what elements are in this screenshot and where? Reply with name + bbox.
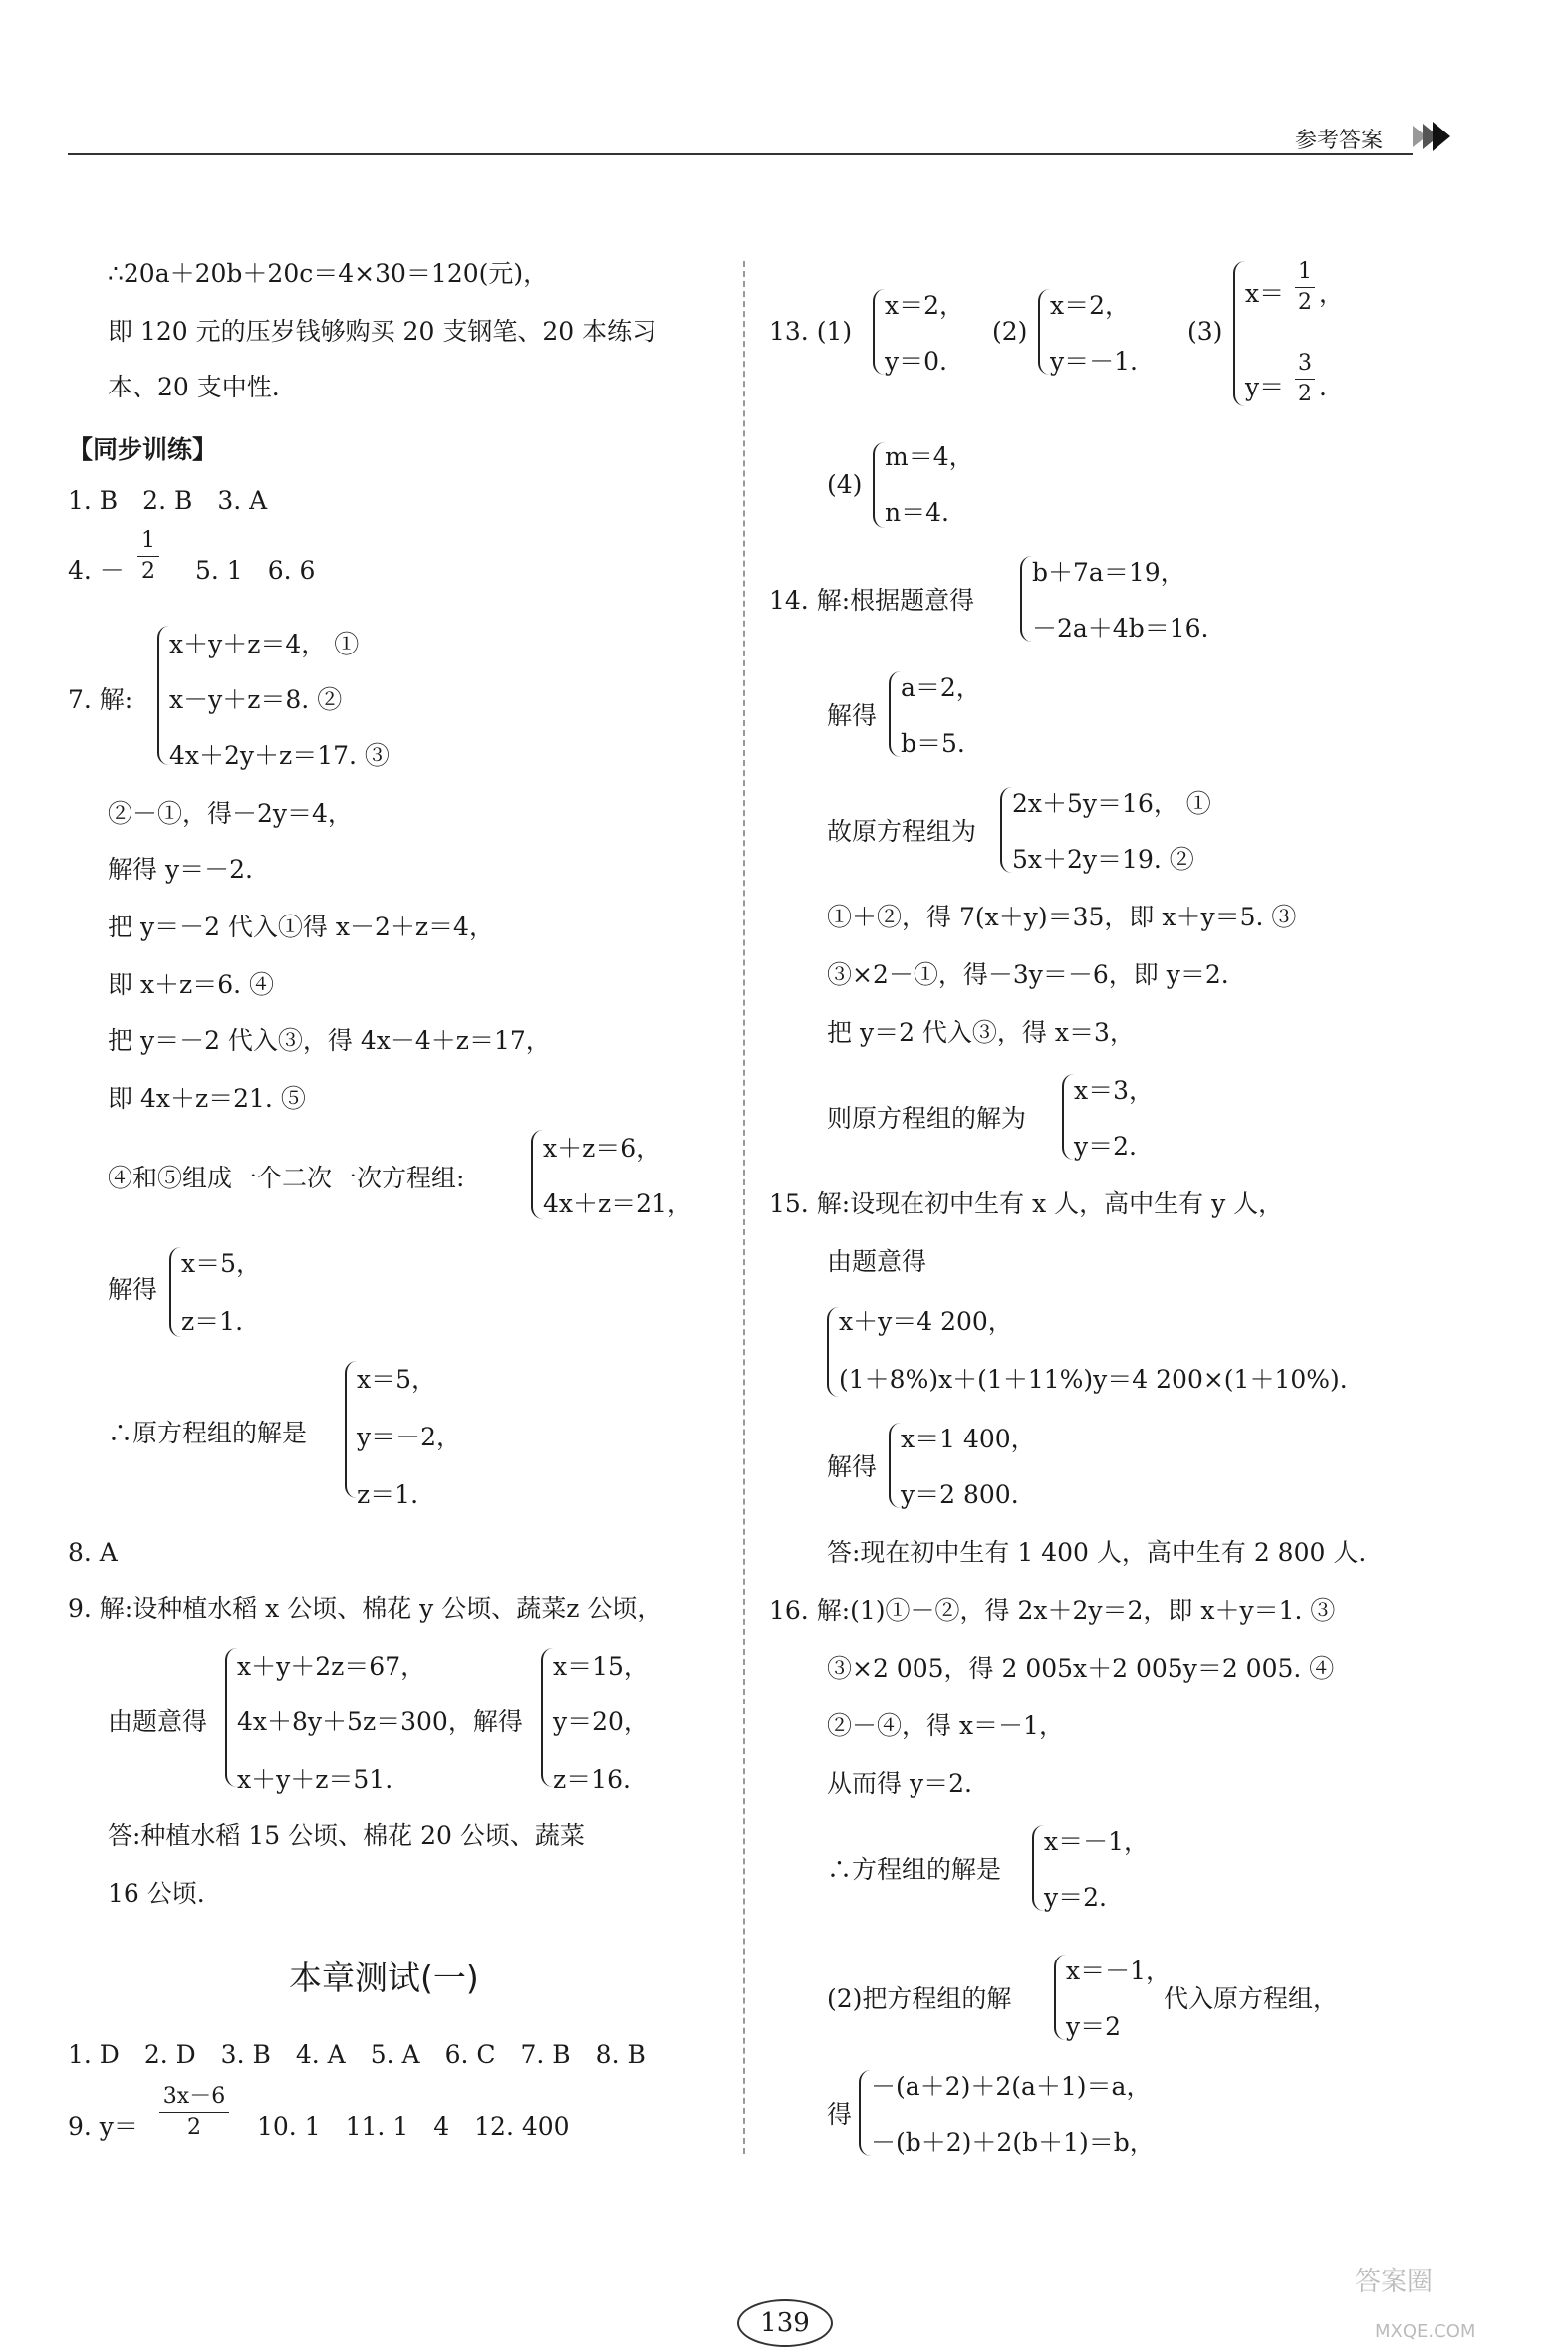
- fraction-denominator: 2: [141, 559, 155, 584]
- equation: x－y＋z＝8. ②: [169, 685, 343, 714]
- answer-line: 10. 1 11. 1 4 12. 400: [257, 2112, 570, 2141]
- brace: [889, 1423, 901, 1508]
- text-line: 答:现在初中生有 1 400 人，高中生有 2 800 人.: [827, 1538, 1367, 1567]
- question-label: 14. 解:根据题意得: [769, 586, 975, 615]
- equation: x＋y＋2z＝67，: [237, 1652, 426, 1681]
- equation: 2x＋5y＝16， ①: [1012, 789, 1211, 818]
- equation: y＝－2，: [357, 1423, 462, 1451]
- text-line: ∴20a＋20b＋20c＝4×30＝120(元)，: [108, 259, 549, 288]
- text-line: ②－①，得－2y＝4，: [108, 799, 353, 828]
- text-line: ∴方程组的解是: [827, 1855, 1002, 1884]
- equation: y＝2: [1066, 2012, 1122, 2041]
- brace: [541, 1648, 553, 1787]
- fraction-denominator: 2: [1298, 290, 1312, 315]
- answer-line: 5. 1 6. 6: [195, 556, 316, 585]
- text-line: 得: [827, 2100, 853, 2129]
- text-line: 9. 解:设种植水稻 x 公顷、棉花 y 公顷、蔬菜z 公顷，: [68, 1594, 662, 1623]
- section-heading: 【同步训练】: [68, 435, 218, 464]
- text-line: ③×2－①，得－3y＝－6，即 y＝2.: [827, 960, 1229, 989]
- brace: [1000, 787, 1012, 873]
- text-line: 从而得 y＝2.: [827, 1769, 972, 1798]
- equation: y＝－1.: [1050, 347, 1138, 376]
- equation: x＋y＋z＝4， ①: [169, 630, 360, 658]
- text-line: 即 4x＋z＝21. ⑤: [108, 1084, 306, 1113]
- equation: x＝5，: [357, 1365, 437, 1394]
- sub-label: (4): [827, 470, 863, 499]
- brace: [1032, 1825, 1044, 1911]
- sub-label: (2): [992, 317, 1028, 346]
- fraction-denominator: 2: [1298, 382, 1312, 406]
- equation: x＋y＝4 200，: [839, 1307, 1013, 1336]
- equation: x＋y＋z＝51.: [237, 1765, 393, 1794]
- equation: z＝16.: [553, 1765, 631, 1794]
- text-line: 把 y＝－2 代入③，得 4x－4＋z＝17，: [108, 1026, 551, 1055]
- answer-line: 1. D 2. D 3. B 4. A 5. A 6. C 7. B 8. B: [68, 2040, 646, 2069]
- text-line: 解得: [827, 701, 878, 730]
- text-line: ④和⑤组成一个二次一次方程组:: [108, 1164, 465, 1192]
- text-line: 故原方程组为: [827, 817, 977, 846]
- equation: b＝5.: [901, 729, 965, 758]
- header-title: 参考答案: [1295, 129, 1384, 153]
- text-line: 由题意得: [827, 1247, 927, 1276]
- equation: －2a＋4b＝16.: [1032, 614, 1209, 643]
- equation: －(b＋2)＋2(b＋1)＝b，: [871, 2128, 1155, 2157]
- text-line: 答:种植水稻 15 公顷、棉花 20 公顷、蔬菜: [108, 1821, 585, 1850]
- brace: [531, 1130, 543, 1219]
- text-line: 则原方程组的解为: [827, 1104, 1027, 1133]
- text-line: 即 x＋z＝6. ④: [108, 970, 275, 999]
- watermark-logo: 答案圈: [1355, 2267, 1434, 2297]
- equation: y＝2.: [1044, 1883, 1107, 1912]
- fraction: [1295, 261, 1315, 314]
- fraction-numerator: 1: [1298, 259, 1312, 284]
- header-rule: [68, 153, 1413, 155]
- text-line: 15. 解:设现在初中生有 x 人，高中生有 y 人，: [769, 1189, 1284, 1218]
- equation: z＝1.: [181, 1307, 244, 1336]
- equation: 4x＋z＝21，: [543, 1189, 692, 1218]
- answer-line: 9. y＝: [68, 2112, 138, 2141]
- brace: [225, 1648, 237, 1787]
- text-line: 16. 解:(1)①－②，得 2x＋2y＝2，即 x＋y＝1. ③: [769, 1596, 1336, 1625]
- fraction: [137, 530, 159, 583]
- equation: y＝: [1245, 373, 1285, 401]
- text-line: (2)把方程组的解: [827, 1984, 1012, 2013]
- equation: x＝2，: [1050, 291, 1131, 320]
- brace: [1233, 261, 1245, 406]
- brace: [1038, 289, 1050, 375]
- text-line: 解得: [108, 1275, 158, 1304]
- fraction: [1295, 353, 1315, 405]
- equation: x＝5，: [181, 1249, 262, 1278]
- equation: a＝2，: [901, 673, 981, 702]
- equation: x＝－1，: [1066, 1957, 1172, 1985]
- brace: [859, 2070, 871, 2156]
- text-line: ②－④，得 x＝－1，: [827, 1711, 1064, 1740]
- equation: x＝3，: [1074, 1076, 1155, 1105]
- equation: x＝15，: [553, 1652, 649, 1681]
- equation: 5x＋2y＝19. ②: [1012, 845, 1194, 874]
- brace: [1062, 1074, 1074, 1160]
- watermark-url: MXQE.COM: [1375, 2321, 1476, 2342]
- text-line: 解得: [827, 1452, 878, 1481]
- equation: y＝0.: [885, 347, 947, 376]
- brace: [827, 1307, 839, 1397]
- equation: m＝4，: [885, 442, 974, 471]
- page-number: 139: [737, 2299, 833, 2347]
- text-line: ①＋②，得 7(x＋y)＝35，即 x＋y＝5. ③: [827, 903, 1297, 931]
- text-line: 即 120 元的压岁钱够购买 20 支钢笔、20 本练习: [108, 317, 657, 346]
- fraction-numerator: 1: [141, 528, 155, 553]
- fraction-denominator: 2: [187, 2115, 201, 2140]
- brace: [1054, 1955, 1066, 2040]
- brace: [1020, 556, 1032, 642]
- fraction-numerator: 3: [1298, 351, 1312, 376]
- equation: y＝2 800.: [901, 1480, 1019, 1509]
- brace: [873, 289, 885, 375]
- text-line: ∴原方程组的解是: [108, 1419, 308, 1447]
- sub-label: (3): [1187, 317, 1223, 346]
- fraction: [159, 2086, 229, 2139]
- equation: ，: [1319, 279, 1345, 308]
- equation: 4x＋8y＋5z＝300，解得: [237, 1707, 523, 1736]
- equation: y＝20，: [553, 1707, 649, 1736]
- text-line: 把 y＝2 代入③，得 x＝3，: [827, 1018, 1135, 1047]
- text-line: 把 y＝－2 代入①得 x－2＋z＝4，: [108, 913, 494, 941]
- text-line: ③×2 005，得 2 005x＋2 005y＝2 005. ④: [827, 1654, 1335, 1683]
- equation: x＝: [1245, 279, 1285, 308]
- chapter-title: 本章测试(一): [289, 1959, 479, 1997]
- equation: 4x＋2y＋z＝17. ③: [169, 741, 390, 770]
- text-line: 解得 y＝－2.: [108, 855, 253, 884]
- brace: [169, 1247, 181, 1337]
- column-divider: [743, 261, 745, 2154]
- question-label: 13. (1): [769, 317, 853, 346]
- question-label: 7. 解:: [68, 685, 133, 714]
- equation: n＝4.: [885, 498, 949, 527]
- text-line: 由题意得: [108, 1707, 208, 1736]
- equation: x＋z＝6，: [543, 1134, 661, 1163]
- equation: x＝1 400，: [901, 1425, 1036, 1453]
- answer-line: 4. －: [68, 556, 125, 585]
- equation: b＋7a＝19，: [1032, 558, 1185, 587]
- answer-line: 1. B 2. B 3. A: [68, 486, 268, 515]
- brace: [157, 626, 169, 765]
- equation: z＝1.: [357, 1480, 419, 1509]
- brace: [889, 671, 901, 757]
- fraction-numerator: 3x－6: [162, 2084, 226, 2109]
- text-line: 16 公顷.: [108, 1879, 205, 1908]
- equation: (1＋8%)x＋(1＋11%)y＝4 200×(1＋10%).: [839, 1365, 1348, 1394]
- text-line: 代入原方程组，: [1164, 1984, 1339, 2013]
- equation: x＝2，: [885, 291, 965, 320]
- brace: [873, 442, 885, 528]
- brace: [345, 1361, 357, 1498]
- equation: y＝2.: [1074, 1132, 1137, 1161]
- equation: .: [1319, 373, 1327, 401]
- answer-line: 8. A: [68, 1538, 118, 1567]
- arrow-icon: [1413, 122, 1452, 151]
- text-line: 本、20 支中性.: [108, 373, 280, 401]
- equation: x＝－1，: [1044, 1827, 1150, 1856]
- equation: －(a＋2)＋2(a＋1)＝a，: [871, 2072, 1152, 2101]
